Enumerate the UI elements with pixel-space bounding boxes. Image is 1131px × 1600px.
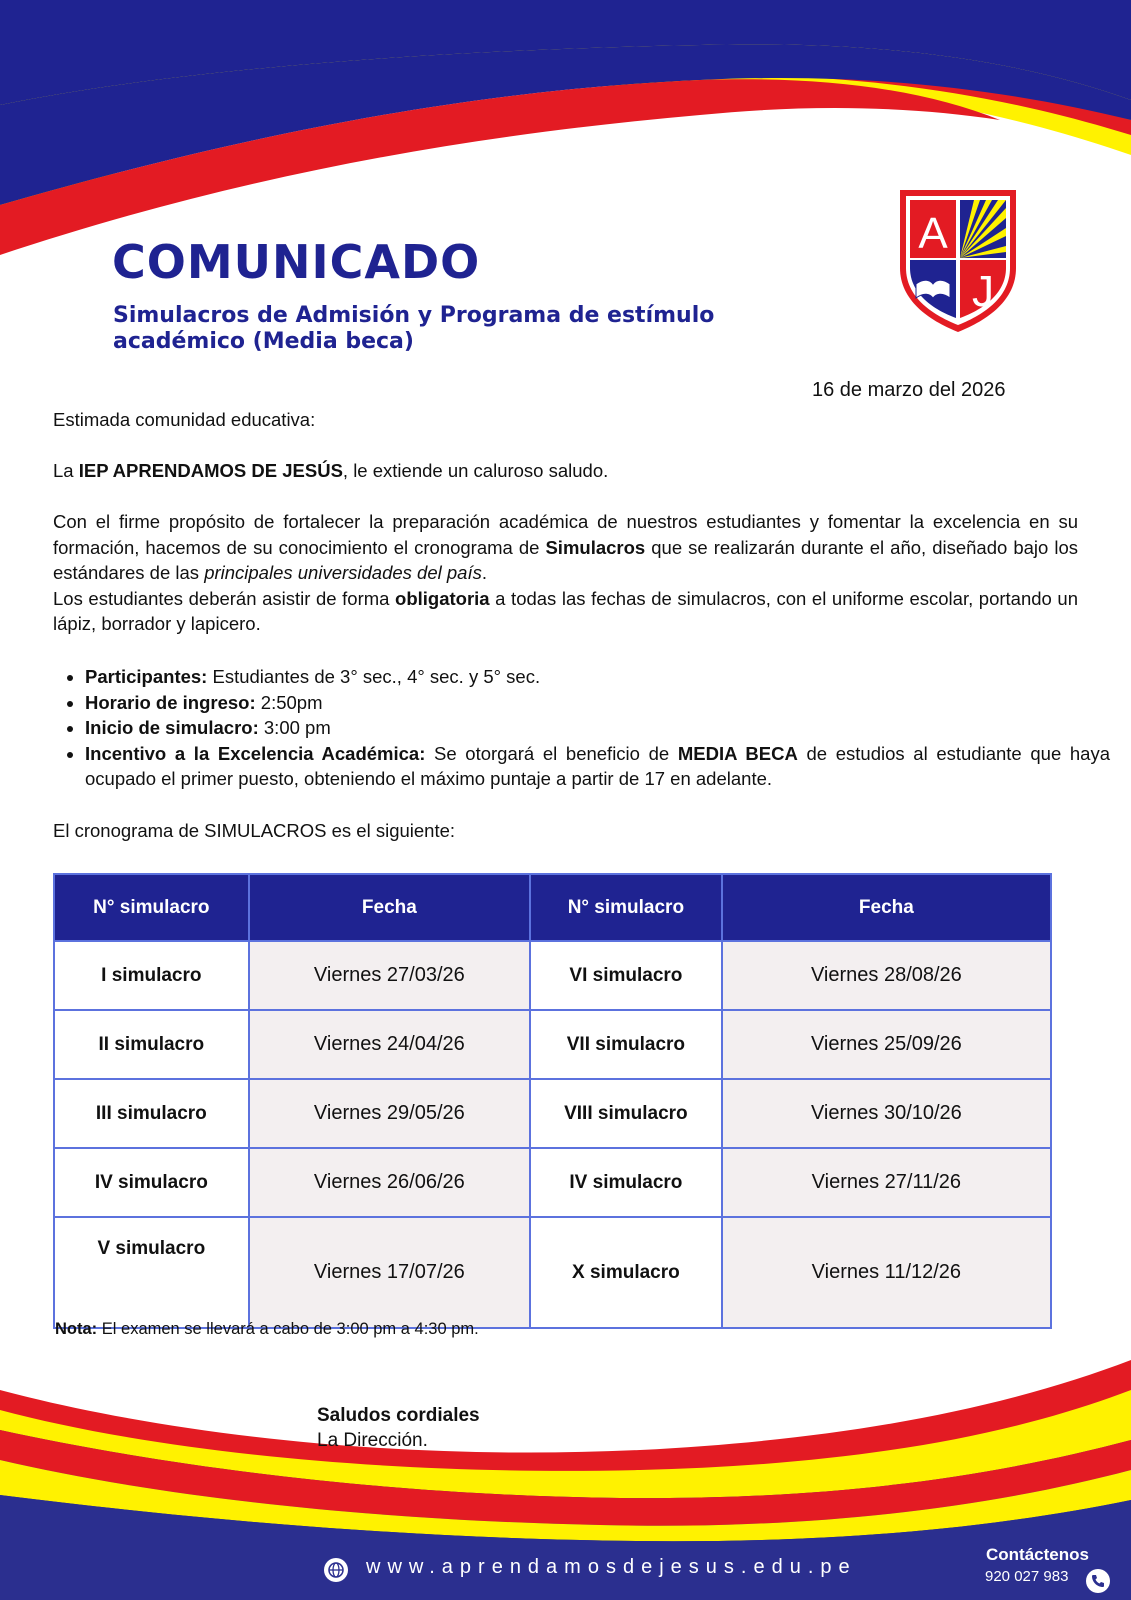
intro-suffix: , le extiende un caluroso saludo. (342, 460, 609, 481)
bullet-text: Se otorgará el beneficio de (425, 742, 678, 764)
bullet-label: Incentivo a la Excelencia Académica: (85, 742, 426, 764)
table-cell: Viernes 17/07/26 (249, 1217, 530, 1328)
logo-letter-j: J (972, 267, 994, 316)
table-cell: Viernes 25/09/26 (722, 1010, 1051, 1079)
header-cell: Fecha (249, 874, 530, 941)
attendance-paragraph (53, 586, 1078, 637)
purpose-part2: que se realizarán durante el año, diseñado bajo los estándares de las (53, 536, 1078, 583)
table-cell: VII simulacro (530, 1010, 722, 1079)
school-logo (898, 188, 1018, 334)
bullet-label: Participantes: (85, 666, 208, 687)
bullet-text: 3:00 pm (258, 717, 331, 738)
bullet-text: 2:50pm (255, 691, 323, 713)
table-row (54, 1079, 1051, 1148)
logo-letter-a: A (918, 209, 948, 258)
purpose-italic: principales universidades del país (204, 562, 482, 583)
table-cell: Viernes 30/10/26 (722, 1079, 1051, 1148)
attendance-bold: obligatoria (395, 587, 490, 609)
table-cell: IV simulacro (530, 1148, 722, 1217)
header-cell: Fecha (722, 874, 1051, 941)
table-cell: Viernes 29/05/26 (249, 1079, 530, 1148)
header-cell: N° simulacro (54, 874, 249, 941)
purpose-bold: Simulacros (545, 536, 646, 558)
closing-regards: Saludos cordiales (317, 1405, 480, 1426)
table-cell: V simulacro (54, 1217, 249, 1328)
table-row (54, 1217, 1051, 1328)
table-cell: VI simulacro (530, 941, 722, 1010)
purpose-part3: . (481, 562, 487, 583)
body-paragraph (53, 509, 1078, 637)
table-cell: Viernes 24/04/26 (249, 1010, 530, 1079)
table-cell: I simulacro (54, 941, 249, 1010)
contact-phone[interactable]: 920 027 983 (985, 1568, 1069, 1585)
list-item (85, 690, 1110, 716)
list-item (85, 664, 1110, 690)
info-list (53, 664, 1110, 792)
note-text: El examen se llevará a cabo de 3:00 pm a 4:30 pm. (97, 1320, 479, 1338)
table-cell: IV simulacro (54, 1148, 249, 1217)
letter-date: 16 de marzo del 2026 (812, 379, 1006, 401)
table-cell: Viernes 28/08/26 (722, 941, 1051, 1010)
greeting: Estimada comunidad educativa: (53, 409, 316, 430)
closing-signature: La Dirección. (317, 1430, 428, 1451)
contact-title: Contáctenos (986, 1545, 1089, 1564)
closing-block (317, 1403, 480, 1453)
table-cell: Viernes 27/03/26 (249, 941, 530, 1010)
table-cell: Viernes 26/06/26 (249, 1148, 530, 1217)
header-cell: N° simulacro (530, 874, 722, 941)
table-cell: Viernes 11/12/26 (722, 1217, 1051, 1328)
table-cell: Viernes 27/11/26 (722, 1148, 1051, 1217)
table-row (54, 1010, 1051, 1079)
bullet-text: Estudiantes de 3° sec., 4° sec. y 5° sec. (207, 666, 541, 687)
page-title: COMUNICADO (112, 235, 481, 289)
intro-prefix: La (53, 460, 79, 481)
bullet-label: Inicio de simulacro: (85, 717, 259, 738)
website-link[interactable]: www.aprendamosdejesus.edu.pe (366, 1556, 857, 1578)
schedule-table (53, 873, 1052, 1329)
bullet-label: Horario de ingreso: (85, 691, 256, 713)
table-cell: III simulacro (54, 1079, 249, 1148)
intro-paragraph (53, 458, 1078, 484)
table-header-row (54, 874, 1051, 941)
list-item (85, 715, 1110, 741)
attendance-part2: a todas las fechas de simulacros, con el uniforme escolar, portando un lápiz, borrador y lapicero. (53, 587, 1079, 634)
table-row (54, 1148, 1051, 1217)
table-cell: X simulacro (530, 1217, 722, 1328)
page-subtitle: Simulacros de Admisión y Programa de estímulo académico (Media beca) (113, 303, 715, 354)
table-row (54, 941, 1051, 1010)
exam-note (55, 1320, 479, 1339)
globe-icon (323, 1557, 349, 1583)
purpose-paragraph (53, 509, 1078, 586)
table-cell: II simulacro (54, 1010, 249, 1079)
table-cell: VIII simulacro (530, 1079, 722, 1148)
bullet-bold: MEDIA BECA (677, 742, 798, 764)
purpose-part1: Con el firme propósito de fortalecer la preparación académica de nuestros estudiantes y fomentar la excelencia en su formación, hacemos de su conocimiento el cronograma de (53, 511, 1078, 558)
schedule-intro: El cronograma de SIMULACROS es el siguiente: (53, 820, 456, 841)
list-item (85, 741, 1110, 792)
phone-icon (1085, 1568, 1111, 1594)
bullet-text-2: de estudios al estudiante que haya ocupado el primer puesto, obteniendo el máximo puntaje a partir de 17 en adelante. (85, 742, 1110, 789)
school-name: IEP APRENDAMOS DE JESÚS (78, 460, 343, 481)
attendance-part1: Los estudiantes deberán asistir de forma (53, 587, 396, 609)
note-label: Nota: (55, 1320, 98, 1338)
